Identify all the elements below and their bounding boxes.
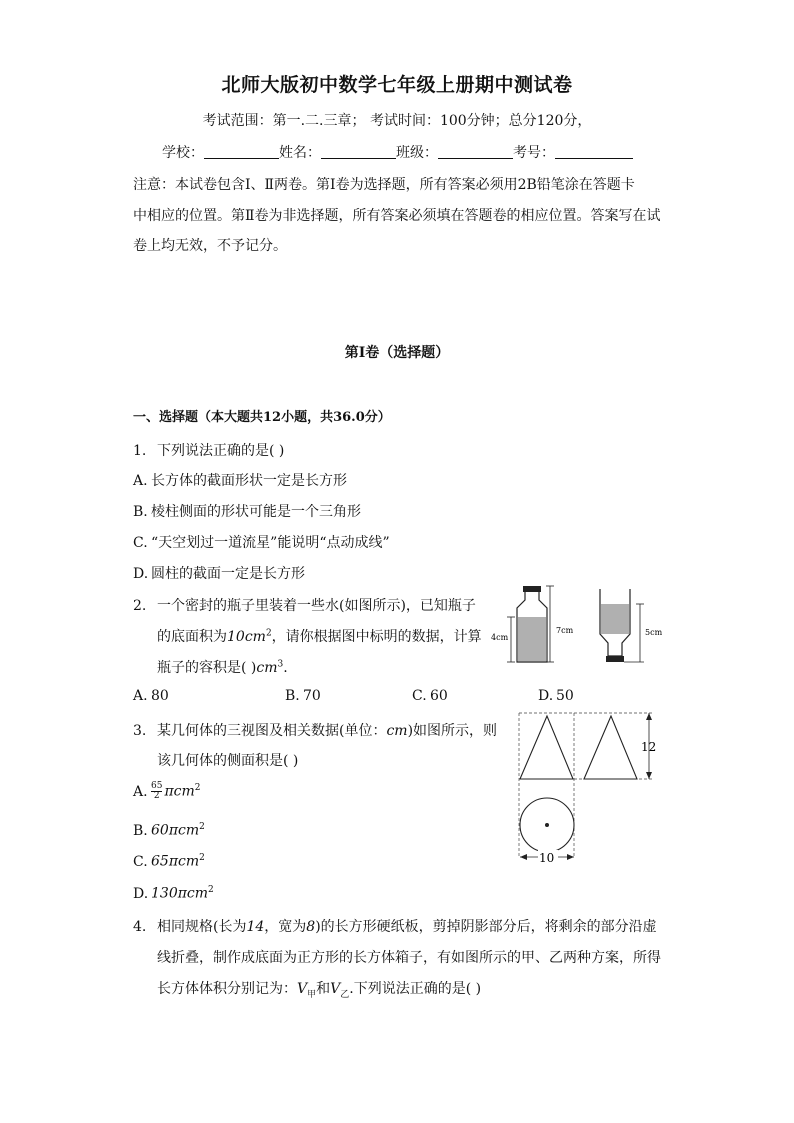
bottle-cap-inverted xyxy=(606,656,624,662)
label-water-height: 4cm xyxy=(491,633,509,642)
option-text: 棱柱侧面的形状可能是一个三角形 xyxy=(151,504,361,520)
school-label: 学校： xyxy=(162,145,204,161)
question-number: 3. xyxy=(133,723,147,739)
option-label: B. xyxy=(285,688,300,704)
option-label: C. xyxy=(412,688,427,704)
q2-option-d[interactable] xyxy=(538,688,574,704)
fraction-numerator: 65 xyxy=(151,781,163,791)
label-inverted-height: 5cm xyxy=(645,628,663,637)
option-label: B. xyxy=(133,504,148,520)
front-view-triangle xyxy=(520,716,573,779)
id-blank[interactable] xyxy=(555,144,633,159)
label-width: 10 xyxy=(539,851,555,865)
text-segment: 的底面积为 xyxy=(157,629,227,645)
school-blank[interactable] xyxy=(204,144,279,159)
name-label: 姓名： xyxy=(279,145,321,161)
question-3-line-2: 该几何体的侧面积是( ) xyxy=(157,753,299,769)
option-label: C. xyxy=(133,535,148,551)
notice-line-2: 中相应的位置。第Ⅱ卷为非选择题，所有答案必须填在答题卷的相应位置。答案写在试 xyxy=(133,208,661,224)
option-text: πcm xyxy=(164,783,195,800)
q2-option-c[interactable] xyxy=(412,688,448,704)
notice-line-1: 注意：本试卷包含Ⅰ、Ⅱ两卷。第Ⅰ卷为选择题，所有答案必须用2B铅笔涂在答题卡 xyxy=(133,177,635,193)
question-2 xyxy=(133,595,476,615)
question-text-line-1: 一个密封的瓶子里装着一些水(如图所示)，已知瓶子 xyxy=(157,598,476,614)
exam-info: 考试范围：第一.二.三章； 考试时间：100分钟；总分120分， xyxy=(202,113,592,129)
q3-option-a[interactable] xyxy=(133,782,201,801)
id-label: 考号： xyxy=(513,145,555,161)
math-exponent: 2 xyxy=(194,782,201,793)
text-segment: 某几何体的三视图及相关数据(单位： xyxy=(157,723,387,739)
fraction-denominator: 2 xyxy=(153,791,160,801)
option-label: D. xyxy=(133,885,149,902)
class-blank[interactable] xyxy=(438,144,513,159)
option-text: 圆柱的截面一定是长方形 xyxy=(151,566,305,582)
math-v-yi: V xyxy=(330,981,341,997)
option-label: B. xyxy=(133,822,148,839)
option-label: A. xyxy=(133,688,148,704)
math-width: 8 xyxy=(306,919,316,935)
bottle-cap xyxy=(523,586,541,592)
question-4-line-2: 线折叠，制作成底面为正方形的长方体箱子，有如图所示的甲、乙两种方案，所得 xyxy=(157,950,661,966)
text-segment: 瓶子的容积是( ) xyxy=(157,660,257,676)
q2-option-b[interactable] xyxy=(285,688,321,704)
option-text: 长方体的截面形状一定是长方形 xyxy=(151,473,347,489)
section-title: 第Ⅰ卷（选择题） xyxy=(344,345,450,361)
question-number: 2. xyxy=(133,598,147,614)
question-number: 4. xyxy=(133,919,147,935)
math-volume-unit: cm xyxy=(256,660,278,676)
subscript-jia: 甲 xyxy=(307,989,317,1000)
math-area: 10cm xyxy=(227,629,266,645)
q1-option-b[interactable] xyxy=(133,501,361,521)
option-text: “天空划过一道流星”能说明“点动成线” xyxy=(151,535,390,551)
text-segment: )如图所示，则 xyxy=(407,723,498,739)
q3-option-c[interactable] xyxy=(133,853,205,870)
question-2-line-3 xyxy=(157,657,288,677)
math-exponent: 3 xyxy=(277,659,284,670)
text-segment: ，请你根据图中标明的数据，计算 xyxy=(271,629,482,645)
three-view-figure xyxy=(512,710,664,868)
exam-title: 北师大版初中数学七年级上册期中测试卷 xyxy=(221,74,573,96)
option-text: 60 xyxy=(430,688,448,704)
text-segment: )的长方形硬纸板，剪掉阴影部分后，将剩余的部分沿虚 xyxy=(315,919,657,935)
label-height: 12 xyxy=(641,740,657,754)
question-4 xyxy=(133,916,657,936)
text-segment: ，宽为 xyxy=(264,919,307,935)
option-text: 130πcm xyxy=(151,885,209,902)
option-text: 65πcm xyxy=(151,853,200,870)
text-segment: 相同规格(长为 xyxy=(157,919,247,935)
question-3 xyxy=(133,720,497,740)
math-length: 14 xyxy=(246,919,265,935)
option-text: 80 xyxy=(151,688,169,704)
text-segment: . xyxy=(283,660,288,676)
option-label: A. xyxy=(133,473,148,489)
q2-option-a[interactable] xyxy=(133,688,169,704)
question-number: 1. xyxy=(133,443,147,459)
math-v-jia: V xyxy=(297,981,308,997)
text-segment: 长方体体积分别记为： xyxy=(157,981,297,997)
option-label: C. xyxy=(133,853,148,870)
question-4-line-3 xyxy=(157,978,481,1000)
option-label: D. xyxy=(538,688,554,704)
q1-option-c[interactable] xyxy=(133,532,390,552)
option-label: D. xyxy=(133,566,149,582)
math-exponent: 2 xyxy=(199,822,205,832)
fraction xyxy=(151,782,162,801)
text-segment: 和 xyxy=(316,981,331,997)
math-exponent: 2 xyxy=(265,628,272,639)
label-total-height: 7cm xyxy=(556,626,574,635)
q1-option-a[interactable] xyxy=(133,470,347,490)
math-exponent: 2 xyxy=(199,853,205,863)
name-blank[interactable] xyxy=(321,144,396,159)
part-heading: 一、选择题（本大题共12小题，共36.0分） xyxy=(133,410,391,425)
bottle-figure xyxy=(488,583,668,669)
option-text: 60πcm xyxy=(151,822,200,839)
option-text: 50 xyxy=(556,688,574,704)
class-label: 班级： xyxy=(396,145,438,161)
math-exponent: 2 xyxy=(208,885,214,895)
question-2-line-2 xyxy=(157,626,482,646)
question-text: 下列说法正确的是( ) xyxy=(157,443,285,459)
option-label: A. xyxy=(133,783,148,800)
option-text: 70 xyxy=(303,688,321,704)
side-view-triangle xyxy=(584,716,637,779)
q1-option-d[interactable] xyxy=(133,563,305,583)
circle-center-dot xyxy=(545,823,549,827)
student-info-row xyxy=(162,142,633,162)
q3-option-d[interactable] xyxy=(133,885,214,902)
question-1 xyxy=(133,440,284,460)
subscript-yi: 乙 xyxy=(340,989,350,1000)
q3-option-b[interactable] xyxy=(133,822,205,839)
math-unit: cm xyxy=(386,723,408,739)
water-fill xyxy=(518,617,546,662)
notice-line-3: 卷上均无效，不予记分。 xyxy=(133,238,287,254)
water-fill-inverted xyxy=(601,604,629,634)
text-segment: .下列说法正确的是( ) xyxy=(349,981,482,997)
